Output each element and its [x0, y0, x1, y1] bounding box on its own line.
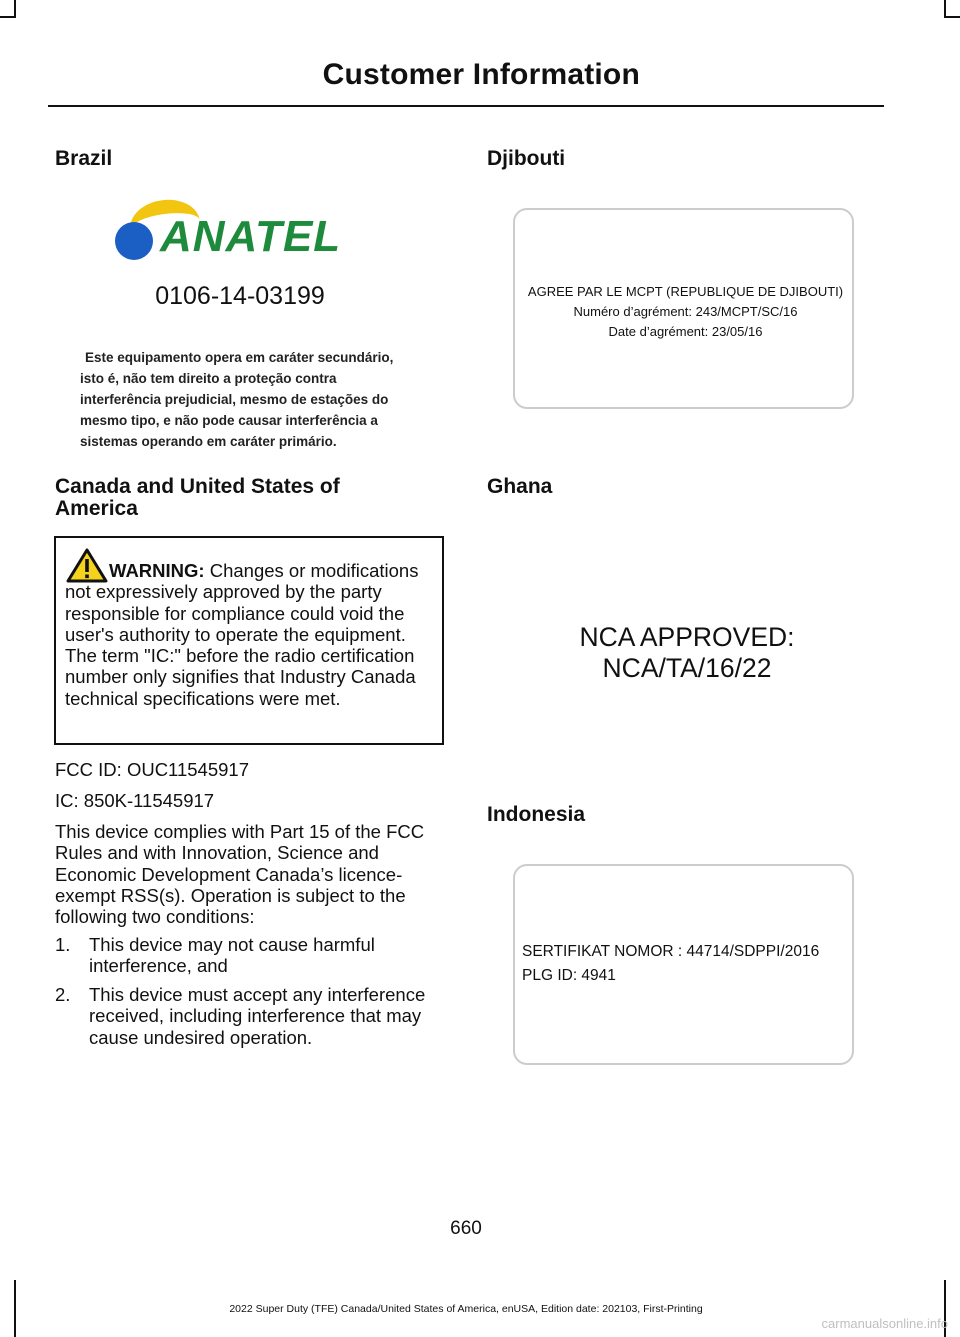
anatel-notice-line: sistemas operando em caráter primário.	[80, 434, 337, 449]
page-title: Customer Information	[322, 58, 640, 91]
list-item-text: This device must accept any interference received, including interference that may cause undesired operation.	[89, 984, 426, 1048]
anatel-notice-line: isto é, não tem direito a proteção contra	[80, 371, 337, 386]
indonesia-label-image	[513, 864, 854, 1065]
watermark: carmanualsonline.info	[821, 1316, 948, 1331]
heading-djibouti: Djibouti	[487, 147, 566, 170]
indonesia-label-text	[522, 940, 852, 988]
crop-mark	[0, 16, 16, 18]
heading-line: Canada and United States of	[55, 475, 340, 498]
ic-number: IC: 850K-11545917	[55, 790, 215, 811]
anatel-logo-word: ANATEL	[160, 212, 342, 261]
list-item-number: 2.	[55, 984, 71, 1005]
anatel-notice-line: interferência prejudicial, mesmo de estações do	[80, 392, 389, 407]
edition-footer: 2022 Super Duty (TFE) Canada/United States of America, enUSA, Edition date: 202103, First-Printing	[229, 1303, 703, 1315]
warning-triangle-icon	[66, 548, 108, 584]
anatel-notice	[80, 347, 440, 452]
warning-box	[54, 536, 444, 745]
header-divider	[48, 105, 884, 107]
indonesia-line: SERTIFIKAT NOMOR : 44714/SDPPI/2016	[522, 943, 820, 960]
anatel-notice-line: Este equipamento opera em caráter secundário,	[85, 350, 394, 365]
heading-brazil: Brazil	[55, 147, 113, 170]
djibouti-line: Date d’agrément: 23/05/16	[608, 324, 763, 339]
heading-canada-usa	[55, 476, 340, 520]
djibouti-label-text	[515, 282, 856, 342]
djibouti-line: Numéro d’agrément: 243/MCPT/SC/16	[573, 304, 798, 319]
crop-mark	[944, 16, 960, 18]
list-item-text: This device may not cause harmful interference, and	[89, 934, 375, 977]
anatel-label-image	[60, 190, 440, 460]
list-item-number: 1.	[55, 934, 71, 955]
page-number: 660	[450, 1218, 482, 1239]
anatel-cert-number: 0106-14-03199	[155, 282, 325, 310]
djibouti-label-image	[513, 208, 854, 409]
ghana-approval-text: NCA APPROVED: NCA/TA/16/22	[579, 622, 795, 683]
warning-text: Changes or modifications not expressively approved by the party responsible for compliance could void the user's authority to operate the equipment. The term "IC:" before the radio certification number only signifies that Industry Canada technical specifications were met.	[65, 560, 419, 709]
indonesia-line: PLG ID: 4941	[522, 967, 616, 984]
fcc-id: FCC ID: OUC11545917	[55, 759, 249, 780]
heading-line: America	[55, 497, 138, 520]
anatel-notice-line: mesmo tipo, e não pode causar interferência a	[80, 413, 378, 428]
warning-label: WARNING:	[109, 560, 205, 581]
heading-ghana: Ghana	[487, 475, 553, 498]
compliance-paragraph: This device complies with Part 15 of the FCC Rules and with Innovation, Science and Economic Development Canada’s licence-exempt RSS(s). Operation is subject to the following two conditions:	[55, 821, 425, 928]
heading-indonesia: Indonesia	[487, 803, 586, 826]
djibouti-line: AGREE PAR LE MCPT (REPUBLIQUE DE DJIBOUTI)	[527, 284, 844, 299]
anatel-circle	[115, 222, 153, 260]
